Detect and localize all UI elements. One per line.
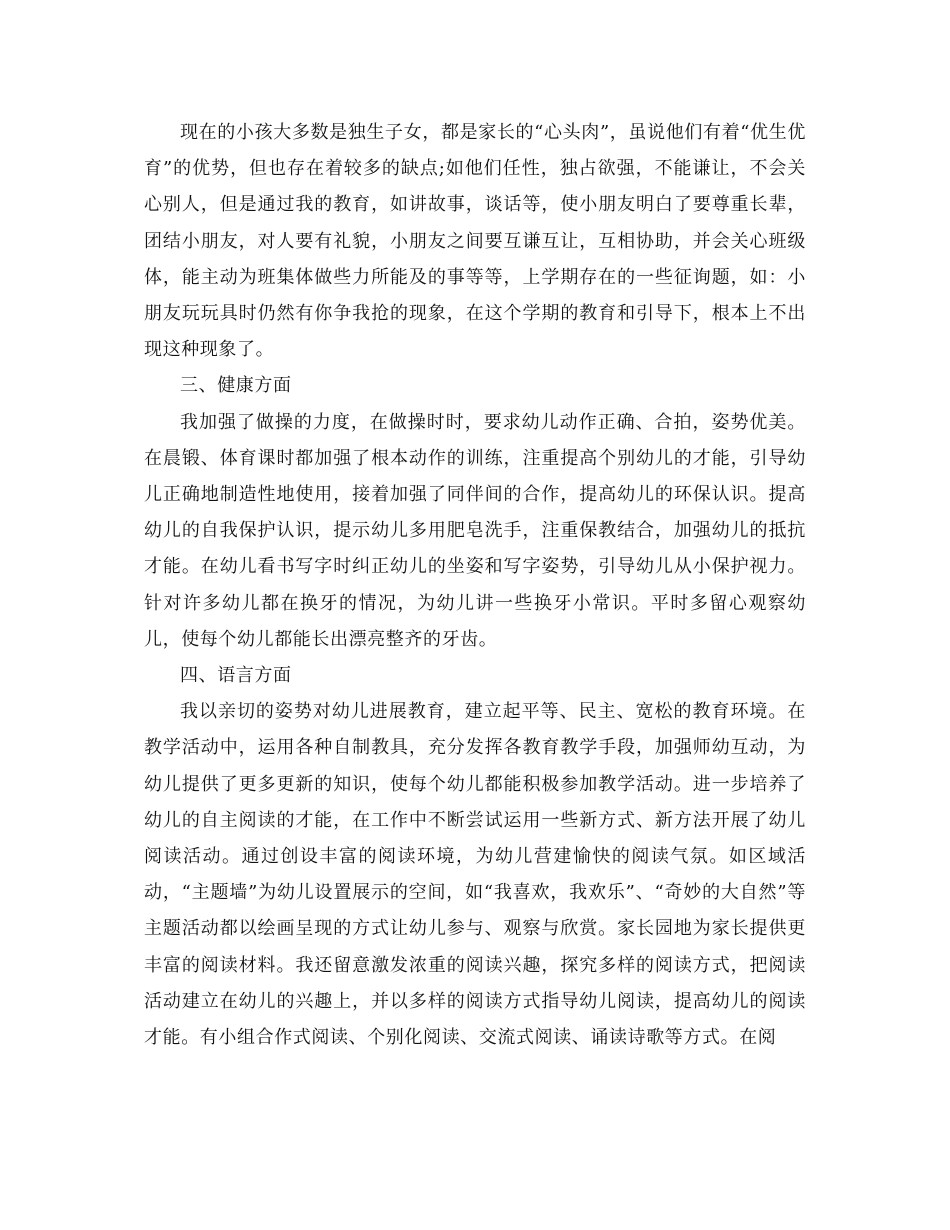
paragraph-health: 我加强了做操的力度，在做操时时，要求幼儿动作正确、合拍，姿势优美。在晨锻、体育课时都加强了根本动作的训练，注重提高个别幼儿的才能，引导幼儿正确地制造性地使用，接着加强了同伴间的合作，提高幼儿的环保认识。提高幼儿的自我保护认识，提示幼儿多用肥皂洗手，注重保教结合，加强幼儿的抵抗才能。在幼儿看书写字时纠正幼儿的坐姿和写字姿势，引导幼儿从小保护视力。针对许多幼儿都在换牙的情况，为幼儿讲一些换牙小常识。平时多留心观察幼儿，使每个幼儿都能长出漂亮整齐的牙齿。: [144, 411, 806, 650]
paragraph-behavior: 现在的小孩大多数是独生子女，都是家长的“心头肉”，虽说他们有着“优生优育”的优势，但也存在着较多的缺点;如他们任性，独占欲强，不能谦让，不会关心别人，但是通过我的教育，如讲故事，谈话等，使小朋友明白了要尊重长辈，团结小朋友，对人要有礼貌，小朋友之间要互谦互让，互相协助，并会关心班级体，能主动为班集体做些力所能及的事等等，上学期存在的一些征询题，如：小朋友玩玩具时仍然有你争我抢的现象，在这个学期的教育和引导下，根本上不出现这种现象了。: [144, 122, 806, 361]
section-heading-health: 三、健康方面: [180, 375, 292, 397]
paragraph-language: 我以亲切的姿势对幼儿进展教育，建立起平等、民主、宽松的教育环境。在教学活动中，运用各种自制教具，充分发挥各教育教学手段，加强师幼互动，为幼儿提供了更多更新的知识，使每个幼儿都能积极参加教学活动。进一步培养了幼儿的自主阅读的才能，在工作中不断尝试运用一些新方式、新方法开展了幼儿阅读活动。通过创设丰富的阅读环境，为幼儿营建愉快的阅读气氛。如区域活动，“主题墙”为幼儿设置展示的空间，如“我喜欢，我欢乐”、“奇妙的大自然”等主题活动都以绘画呈现的方式让幼儿参与、观察与欣赏。家长园地为家长提供更丰富的阅读材料。我还留意激发浓重的阅读兴趣，探究多样的阅读方式，把阅读活动建立在幼儿的兴趣上，并以多样的阅读方式指导幼儿阅读，提高幼儿的阅读才能。有小组合作式阅读、个别化阅读、交流式阅读、诵读诗歌等方式。在阅: [144, 701, 806, 1049]
document-body: [144, 115, 806, 1056]
section-heading-language: 四、语言方面: [180, 665, 292, 687]
